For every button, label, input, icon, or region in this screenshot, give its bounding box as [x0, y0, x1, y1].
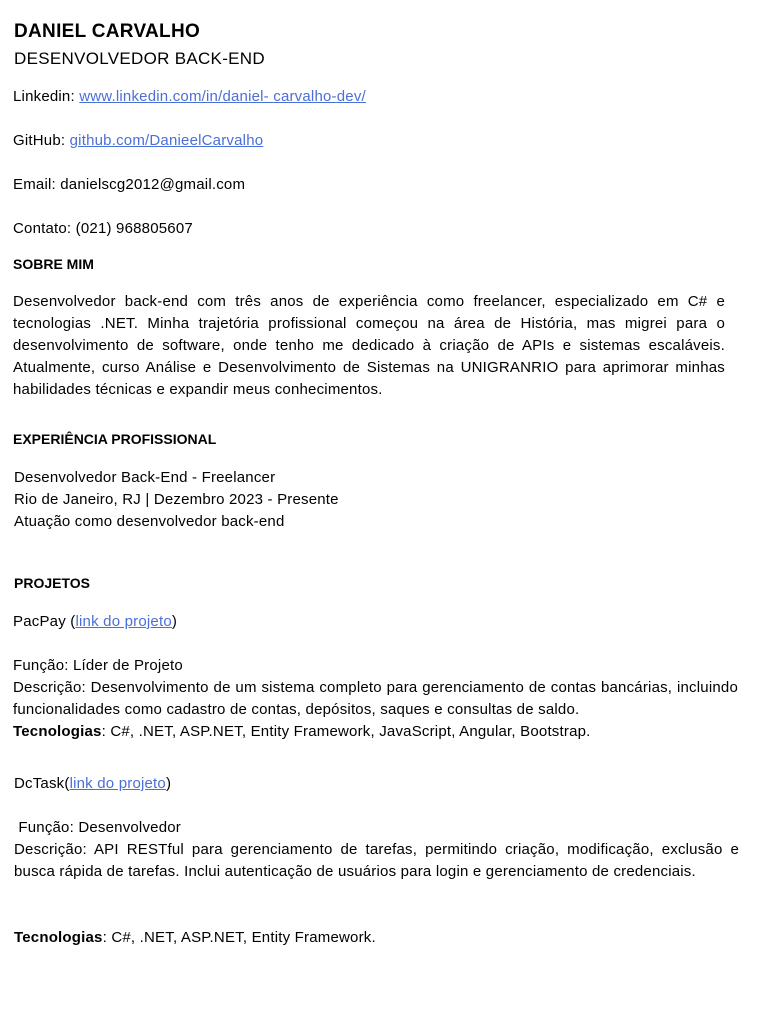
phone-text: Contato: (021) 968805607 — [13, 220, 193, 237]
github-link[interactable]: github.com/DanieelCarvalho — [69, 132, 264, 149]
experience-heading: EXPERIÊNCIA PROFISSIONAL — [13, 431, 217, 447]
tech-list: : C#, .NET, ASP.NET, Entity Framework, JavaScript, Angular, Bootstrap. — [101, 723, 591, 740]
project-tech — [14, 929, 376, 946]
experience-block — [14, 467, 339, 533]
github-label: GitHub: — [13, 132, 66, 149]
project-title-pacpay: PacPay (link do projeto) — [13, 613, 178, 630]
linkedin-label: Linkedin: — [13, 88, 75, 105]
github-row — [13, 132, 263, 149]
tech-list: : C#, .NET, ASP.NET, Entity Framework. — [102, 929, 376, 946]
experience-summary: Atuação como desenvolvedor back-end — [14, 513, 285, 530]
project-description: Descrição: API RESTful para gerenciamento de tarefas, permitindo criação, modificação, exclusão e busca rápida de tarefas. Inclui autenticação de usuários para login e gerenciamento de credenciais. — [14, 841, 739, 880]
experience-title: Desenvolvedor Back-End - Freelancer — [14, 469, 276, 486]
project-description: Descrição: Desenvolvimento de um sistema completo para gerenciamento de contas bancárias, incluindo funcionalidades como cadastro de contas, depósitos, saques e consultas de saldo. — [13, 679, 738, 718]
experience-location-dates: Rio de Janeiro, RJ | Dezembro 2023 - Presente — [14, 491, 339, 508]
project-name: PacPay — [13, 613, 66, 630]
resume-role: DESENVOLVEDOR BACK-END — [14, 49, 265, 68]
project-name: DcTask — [14, 775, 65, 792]
resume-name: DANIEL CARVALHO — [14, 21, 201, 42]
project-link[interactable]: link do projeto — [75, 613, 172, 630]
project-role: Função: Líder de Projeto — [13, 657, 183, 674]
project-link[interactable]: link do projeto — [69, 775, 166, 792]
project-title-dctask: DcTask(link do projeto) — [14, 775, 172, 792]
linkedin-link[interactable]: www.linkedin.com/in/daniel- carvalho-dev/ — [79, 88, 366, 105]
linkedin-row — [13, 88, 366, 105]
tech-label: Tecnologias — [13, 723, 102, 740]
about-heading: SOBRE MIM — [13, 256, 94, 272]
email-text: Email: danielscg2012@gmail.com — [13, 176, 246, 193]
project-role: Função: Desenvolvedor — [14, 819, 181, 836]
projects-heading: PROJETOS — [14, 575, 90, 591]
about-text: Desenvolvedor back-end com três anos de experiência como freelancer, especializado em C# e tecnologias .NET. Minha trajetória profissional começou na área de História, mas migrei para o desenvolvimento de software, onde tenho me dedicado à criação de APIs e sistemas escaláveis. Atualmente, curso Análise e Desenvolvimento de Sistemas na UNIGRANRIO para aprimorar minhas habilidades técnicas e expandir meus conhecimentos. — [13, 293, 725, 398]
project-tech — [13, 723, 591, 740]
tech-label: Tecnologias — [14, 929, 103, 946]
